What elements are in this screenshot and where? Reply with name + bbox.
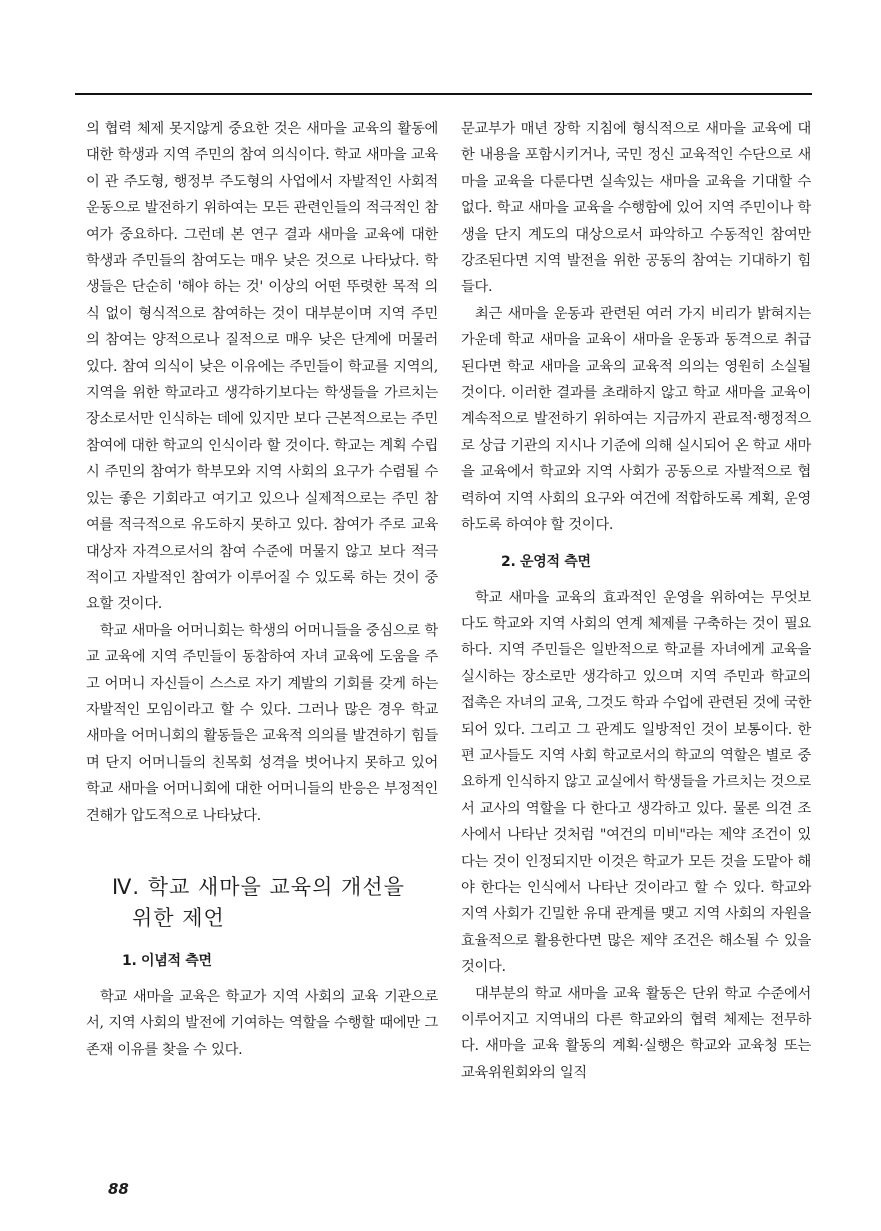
paragraph: 최근 새마을 운동과 관련된 여러 가지 비리가 밝혀지는 가운데 학교 새마을 교육이 새마을 운동과 동격으로 취급된다면 학교 새마을 교육의 교육적 의의는 영원히 소실될 것이다. 이러한 결과를 초래하지 않고 학교 새마을 교육이 계속적으로 발전하기 위하여는 지금까지 관료적·행정적으로 상급 기관의 지시나 기준에 의해 실시되어 온 학교 새마을 교육에서 학교와 지역 사회가 공동으로 자발적으로 협력하여 지역 사회의 요구와 여건에 적합하도록 계획, 운영하도록 하여야 할 것이다. bbox=[461, 305, 811, 534]
paragraph: 의 협력 체제 못지않게 중요한 것은 새마을 교육의 활동에 대한 학생과 지역 주민의 참여 의식이다. 학교 새마을 교육이 관 주도형, 행정부 주도형의 사업에서 자발적인 사회적 운동으로 발전하기 위하여는 모든 관련인들의 적극적인 참여가 중요하다. 그런데 본 연구 결과 새마을 교육에 대한 학생과 주민들의 참여도는 매우 낮은 것으로 나타났다. 학생들은 단순히 '해야 하는 것' 이상의 어떤 뚜렷한 목적 의식 없이 형식적으로 참여하는 것이 대부분이며 지역 주민의 참여는 양적으로나 질적으로 매우 낮은 단계에 머물러 있다. 참여 의식이 낮은 이유에는 주민들이 학교를 지역의, 지역을 위한 학교라고 생각하기보다는 학생들을 가르치는 장소로서만 인식하는 데에 있지만 보다 근본적으로는 주민 참여에 대한 학교의 인식이라 할 것이다. 학교는 계획 수립시 주민의 참여가 학부모와 지역 사회의 요구가 수렴될 수 있는 좋은 기회라고 여기고 있으나 실제적으로는 주민 참여를 적극적으로 유도하지 못하고 있다. 참여가 주로 교육 대상자 자격으로서의 참여 수준에 머물지 않고 보다 적극적이고 자발적인 참여가 이루어질 수 있도록 하는 것이 중요할 것이다. bbox=[86, 121, 438, 613]
right-column bbox=[461, 116, 811, 1086]
section-heading: 1. 이념적 측면 bbox=[122, 952, 212, 969]
chapter-heading bbox=[112, 872, 438, 934]
page-number: 88 bbox=[108, 1180, 129, 1198]
left-column bbox=[86, 116, 438, 1063]
chapter-heading-line1: Ⅳ. 학교 새마을 교육의 개선을 bbox=[112, 874, 405, 899]
paragraph: 학교 새마을 교육은 학교가 지역 사회의 교육 기관으로서, 지역 사회의 발전에 기여하는 역할을 수행할 때에만 그 존재 이유를 찾을 수 있다. bbox=[86, 988, 438, 1058]
paragraph: 학교 새마을 어머니회는 학생의 어머니들을 중심으로 학교 교육에 지역 주민들이 동참하여 자녀 교육에 도움을 주고 어머니 자신들이 스스로 자기 계발의 기회를 갖게 하는 자발적인 모임이라고 할 수 있다. 그러나 많은 경우 학교 새마을 어머니회의 활동들은 교육적 의의를 발견하기 힘들며 단지 어머니들의 친목회 성격을 벗어나지 못하고 있어 학교 새마을 어머니회에 대한 어머니들의 반응은 부정적인 견해가 압도적으로 나타났다. bbox=[86, 622, 438, 824]
section-heading: 2. 운영적 측면 bbox=[501, 553, 591, 570]
paragraph: 대부분의 학교 새마을 교육 활동은 단위 학교 수준에서 이루어지고 지역내의 다른 학교와의 협력 체제는 전무하다. 새마을 교육 활동의 계획·실행은 학교와 교육청 또는 교육위원회와의 일직 bbox=[461, 985, 811, 1081]
chapter-heading-line2: 위한 제언 bbox=[132, 905, 225, 930]
paragraph: 학교 새마을 교육의 효과적인 운영을 위하여는 무엇보다도 학교와 지역 사회의 연계 체제를 구축하는 것이 필요하다. 지역 주민들은 일반적으로 학교를 자녀에게 교육을 실시하는 장소로만 생각하고 있으며 지역 주민과 학교의 접촉은 자녀의 교육, 그것도 학과 수업에 관련된 것에 국한되어 있다. 그리고 그 관계도 일방적인 것이 보통이다. 한편 교사들도 지역 사회 학교로서의 학교의 역할은 별로 중요하게 인식하지 않고 교실에서 학생들을 가르치는 것으로서 교사의 역할을 다 한다고 생각하고 있다. 물론 의견 조사에서 나타난 것처럼 "여건의 미비"라는 제약 조건이 있다는 것이 인정되지만 이것은 학교가 모든 것을 도맡아 해야 한다는 인식에서 나타난 것이라고 할 수 있다. 학교와 지역 사회가 긴밀한 유대 관계를 맺고 지역 사회의 자원을 효율적으로 활용한다면 많은 제약 조건은 해소될 수 있을 것이다. bbox=[461, 589, 811, 976]
paragraph: 문교부가 매년 장학 지침에 형식적으로 새마을 교육에 대한 내용을 포함시키거나, 국민 정신 교육적인 수단으로 새마을 교육을 다룬다면 실속있는 새마을 교육을 기대할 수 없다. 학교 새마을 교육을 수행함에 있어 지역 주민이나 학생을 단지 계도의 대상으로서 파악하고 수동적인 참여만 강조된다면 지역 발전을 위한 공동의 참여는 기대하기 힘들다. bbox=[461, 121, 811, 296]
header-rule bbox=[75, 93, 812, 95]
